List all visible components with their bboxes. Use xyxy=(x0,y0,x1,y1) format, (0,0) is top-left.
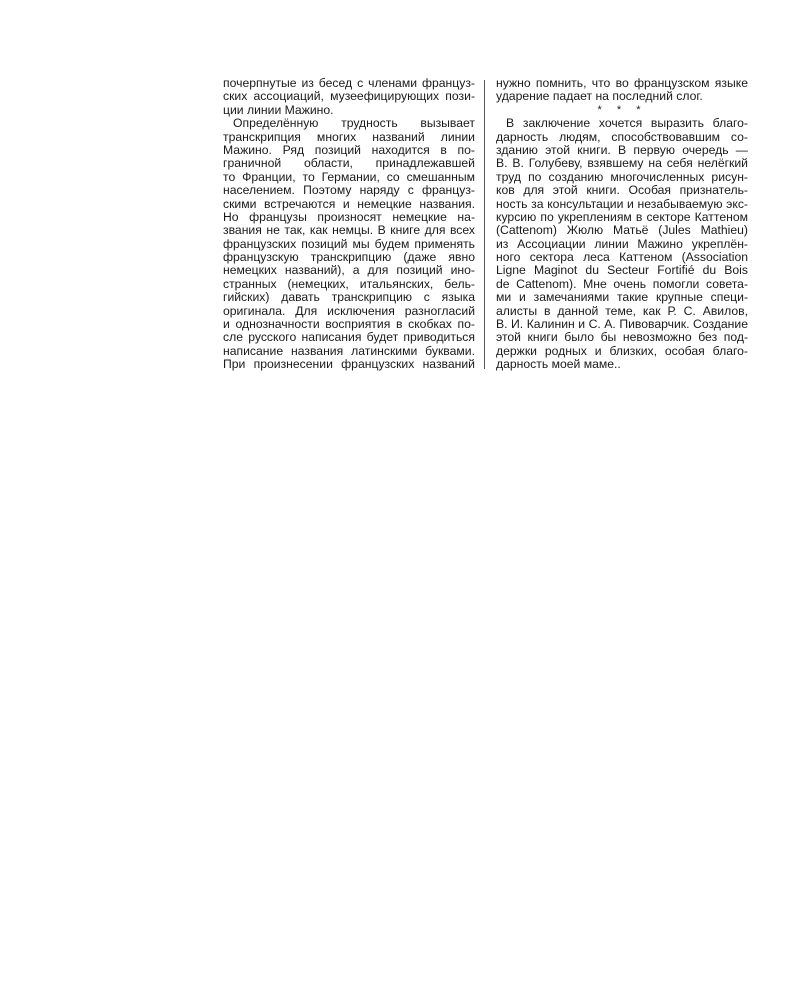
text-line: ми и замечаниями такие крупные специ- xyxy=(496,290,748,305)
text-line: Мажино. Ряд позиций находится в по- xyxy=(223,142,475,157)
text-line: почерпнутые из бесед с членами француз- xyxy=(223,76,475,90)
text-line: французских позиций мы будем применять xyxy=(223,236,475,251)
text-line: держки родных и близких, особая благо- xyxy=(496,343,748,358)
text-line: de Cattenom). Мне очень помогли совета- xyxy=(496,276,748,291)
text-line: транскрипция многих названий линии xyxy=(223,129,475,144)
left-paragraph-transcription xyxy=(223,117,475,371)
right-paragraph-stress-note xyxy=(496,77,748,104)
text-line: В заключение хочется выразить благо- xyxy=(506,116,748,131)
text-line: Ligne Maginot du Secteur Fortifié du Bois xyxy=(496,263,748,278)
text-line: оригинала. Для исключения разногласий xyxy=(223,303,475,318)
section-separator-stars: * * * xyxy=(597,103,647,116)
text-line: странных (немецких, итальянских, бель- xyxy=(223,276,475,291)
text-line: скими встречаются и немецкие названия. xyxy=(223,196,475,211)
text-line: и однозначности восприятия в скобках по- xyxy=(223,317,475,332)
text-line: ного сектора леса Каттеном (Association xyxy=(496,250,748,265)
right-paragraph-acknowledgements xyxy=(496,117,748,371)
text-line: из Ассоциации линии Мажино укреплён- xyxy=(496,236,748,251)
text-line: ских ассоциаций, музеефицирующих пози- xyxy=(223,89,475,104)
text-line: этой книги было бы невозможно без под- xyxy=(496,330,748,345)
left-text-column xyxy=(223,77,475,372)
text-line: ков для этой книги. Особая признатель- xyxy=(496,183,748,198)
text-line: ударение падает на последний слог. xyxy=(496,89,703,104)
text-line: курсию по укреплениям в секторе Каттеном xyxy=(496,209,748,224)
text-line: гийских) давать транскрипцию с языка xyxy=(223,290,475,305)
text-line: сле русского написания будет приводиться xyxy=(223,330,475,345)
right-text-column xyxy=(496,77,748,372)
text-line: ность за консультации и незабываемую экс- xyxy=(496,196,748,211)
text-line: дарность людям, способствовавшим со- xyxy=(496,129,748,144)
text-line: граничной области, принадлежавшей xyxy=(223,156,475,171)
text-line: Определённую трудность вызывает xyxy=(233,116,475,131)
text-line: звания не так, как немцы. В книге для всех xyxy=(223,223,475,238)
text-line: труд по созданию многочисленных рисун- xyxy=(496,169,748,184)
text-line: населением. Поэтому наряду с француз- xyxy=(223,183,475,198)
text-line: ции линии Мажино. xyxy=(223,102,334,117)
text-line: зданию этой книги. В первую очередь — xyxy=(496,142,748,157)
left-paragraph-continuation xyxy=(223,77,475,117)
text-line: алисты в данной теме, как Р. С. Авилов, xyxy=(496,303,748,318)
text-line: нужно помнить, что во французском языке xyxy=(496,76,748,90)
text-line: В. В. Голубеву, взявшему на себя нелёгкий xyxy=(496,156,748,171)
text-line: то Франции, то Германии, со смешанным xyxy=(223,169,475,184)
text-line: немецких названий), а для позиций ино- xyxy=(223,263,475,278)
text-line: При произнесении французских названий xyxy=(223,357,475,372)
text-line: (Cattenom) Жюлю Матьё (Jules Mathieu) xyxy=(496,223,748,238)
text-line: написание названия латинскими буквами. xyxy=(223,343,475,358)
text-line: французскую транскрипцию (даже явно xyxy=(223,250,475,265)
text-line: Но французы произносят немецкие на- xyxy=(223,209,475,224)
text-line: В. И. Калинин и С. А. Пивоварчик. Создание xyxy=(496,317,748,332)
text-line: дарность моей маме.. xyxy=(496,357,621,372)
column-divider xyxy=(484,80,485,369)
